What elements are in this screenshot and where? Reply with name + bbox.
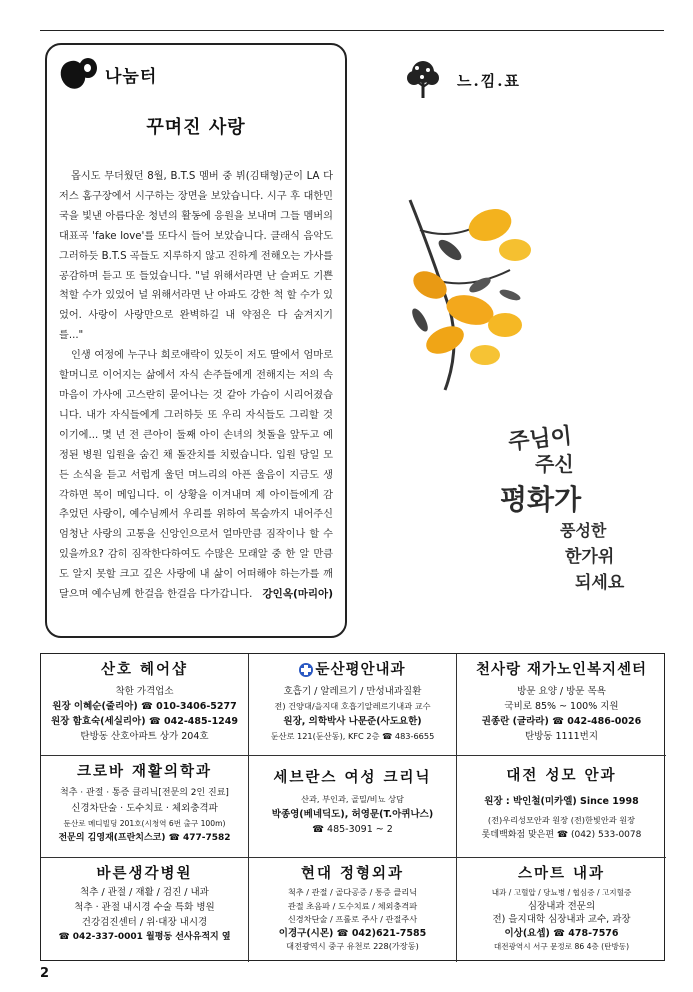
ad-line: 착한 가격업소 [115,686,174,697]
ad-bareun-hospital [41,858,249,962]
ad-line: 원장, 의학박사 나문준(사도요한) [283,716,422,727]
persimmon-leaf-illustration [390,190,540,395]
ad-line: 롯데백화점 맞은편 ☎ (042) 533-0078 [481,830,642,840]
ad-sanho-hair [41,654,249,756]
tree-icon [405,60,441,100]
ad-cheonsarang [457,654,666,756]
ad-line: ☎ 042-337-0001 월평동 선사유적지 옆 [58,932,231,942]
ad-line: 대전광역시 서구 문정로 86 4층 (탄방동) [493,942,630,951]
ad-line: 전) 을지대학 심장내과 교수, 과장 [492,914,631,925]
ad-title [253,660,452,680]
ad-line: 원장 함효숙(세실리아) ☎ 042-485-1249 [50,716,239,727]
ad-line: 척추 · 관절 · 통증 클리닉[전문의 2인 진료] [60,788,229,798]
ad-line: 국비로 85% ~ 100% 지원 [504,701,619,712]
ad-title: 천사랑 재가노인복지센터 [475,662,648,678]
ad-title: 세브란스 여성 크리닉 [273,770,432,786]
ad-grid [40,653,665,961]
ad-line: 척추 / 관절 / 재활 / 검진 / 내과 [80,887,209,898]
ad-line: 척추 · 관절 내시경 수술 특화 병원 [74,902,215,913]
calligraphy-line: 주신 [535,452,574,476]
ad-line: 탄방동 1111번지 [524,731,599,742]
calligraphy-line: 평화가 [500,483,582,516]
ad-line: 관절 초음파 / 도수치료 / 체외충격파 [287,900,418,911]
calligraphy-line: 풍성한 [560,521,607,540]
ad-line: 신경차단술 · 도수치료 · 체외충격파 [71,803,218,814]
ad-line: 둔산로 메디빌딩 201호(시청역 6번 출구 100m) [63,819,226,828]
nanum-logo-icon [59,57,99,91]
ad-line: 원장 이혜순(줄리아) ☎ 010-3406-5277 [52,701,237,712]
ad-line: ☎ 485-3091 ~ 2 [312,824,393,835]
essay-author: 강인옥(마리아) [262,587,333,600]
ad-line: 내과 / 고혈압 / 당뇨병 / 협심증 / 고지혈증 [491,888,632,897]
ad-title: 대전 성모 안과 [506,768,617,784]
ad-line: 방문 요양 / 방문 목욕 [517,686,606,697]
ad-line: 척추 / 관절 / 골다공증 / 통증 클리닉 [287,887,418,897]
ad-clover-rehab [41,756,249,858]
calligraphy [490,420,650,600]
essay-paragraph: 인생 여정에 누구나 희로애락이 있듯이 저도 딸에서 엄마로 할머니로 이어지는 삶에서 자식 손주들에게 전해지는 저의 속마음이 가사에 고스란히 묻어나는 것 같아 가슴이 시리어졌습니다. 내가 자식들에게 그러하듯 또 우리 자식들도 그리할 것이기에... 몇 년 전 큰아이 둘째 아이 손녀의 첫돌을 앞두고 예정된 병원 입원을 숨긴 채 돌잔치를 치렀습니다. 입원 당일 모든 소식을 듣고 서럽게 울던 며느리의 아픈 울음이 지금도 생각하면 목이 메입니다. 이 상황을 이겨내며 제 아이들에게 감추었던 사랑이, 예수님께서 우리를 위하여 목숨까지 내어주신 엄청난 사랑의 고통을 신앙인으로서 얼마만큼 짐작이나 할 수 있을까요? 감히 짐작한다하여도 수많은 모래알 중 한 알 만큼도 알지 못할 크고 깊은 사랑에 내 삶이 어떠해야 하는가를 깨달으며 예수님께 한걸음 한걸음 다가갑니다. [59,350,333,601]
essay-body [59,167,333,605]
essay-title: 꾸며진 사랑 [146,117,246,138]
essay-logo [59,55,333,93]
ad-line: 심장내과 전문의 [527,900,596,912]
ad-line: 건강검진센터 / 위·대장 내시경 [81,917,208,928]
ad-line: 권종란 (글라라) ☎ 042-486-0026 [481,716,642,727]
top-rule [40,30,664,31]
ad-line: 박종영(베네딕도), 허영문(T.아퀴나스) [271,809,434,820]
ad-title: 스마트 내과 [517,866,606,882]
ad-line: 이상(요셉) ☎ 478-7576 [504,927,619,939]
ad-title: 현대 정형외과 [300,866,405,882]
ad-line: 신경차단술 / 프롤로 주사 / 관절주사 [287,914,418,924]
logo-text: 나눔터 [105,66,158,87]
ad-severance-women [249,756,457,858]
ad-title: 크로바 재활의학과 [76,764,213,780]
calligraphy-line: 되세요 [575,573,625,593]
ad-line: 이경구(시몬) ☎ 042)621-7585 [278,927,427,939]
ad-title-text: 둔산평안내과 [315,662,406,678]
essay-paragraph: 몹시도 무더웠던 8월, B.T.S 멤버 중 뷔(김태형)군이 LA 다저스 홈구장에서 시구하는 장면을 보았습니다. 시구 후 대한민국을 빛낸 아름다운 청년의 활동에 응원을 보내며 그들 멤버의 대표곡 'fake love'를 또다시 들어 보았습니다. 클래식 음악도 그러하듯 B.T.S 곡들도 지루하지 않고 진하게 전해오는 가사를 공감하며 듣고 또 들었습니다. "널 위해서라면 난 슬퍼도 기쁜 척할 수가 있었어 널 위해서라면 난 아파도 강한 척 할 수가 있었어. 사랑이 사랑만으로 완벽하길 내 약점은 다 숨겨지기를..." [59,171,333,342]
essay-box [45,43,347,638]
ad-line: 호흡기 / 알레르기 / 만성내과질환 [283,686,422,697]
ad-line: 대전광역시 중구 유천로 228(가장동) [286,941,419,951]
ad-smart-internal [457,858,666,962]
calligraphy-line: 한가위 [565,547,615,567]
ad-line: 전) 건양대/을지대 호흡기알레르기내과 교수 [274,701,431,711]
ad-line: (전)우리성모안과 원장 (전)한빛안과 원장 [487,815,636,825]
page-number: 2 [40,966,50,981]
ad-dunsan-clinic [249,654,457,756]
ad-title: 산호 헤어샵 [100,662,189,678]
ad-line: 원장 : 박인철(미카엘) Since 1998 [484,796,639,807]
ad-title: 바른생각병원 [96,866,193,882]
feel-header [405,60,521,100]
medical-cross-icon [299,663,313,677]
feel-label: 느.낌.표 [457,71,521,90]
ad-hyundai-ortho [249,858,457,962]
ad-line: 둔산로 121(둔산동), KFC 2층 ☎ 483-6655 [270,731,435,741]
ad-line: 탄방동 산호아파트 상가 204호 [80,731,209,742]
ad-line: 산과, 부인과, 골밀/비뇨 상담 [301,794,404,804]
ad-line: 전문의 김영재(프란치스코) ☎ 477-7582 [58,833,231,843]
calligraphy-line: 주님이 [506,422,574,456]
ad-daejeon-eye [457,756,666,858]
